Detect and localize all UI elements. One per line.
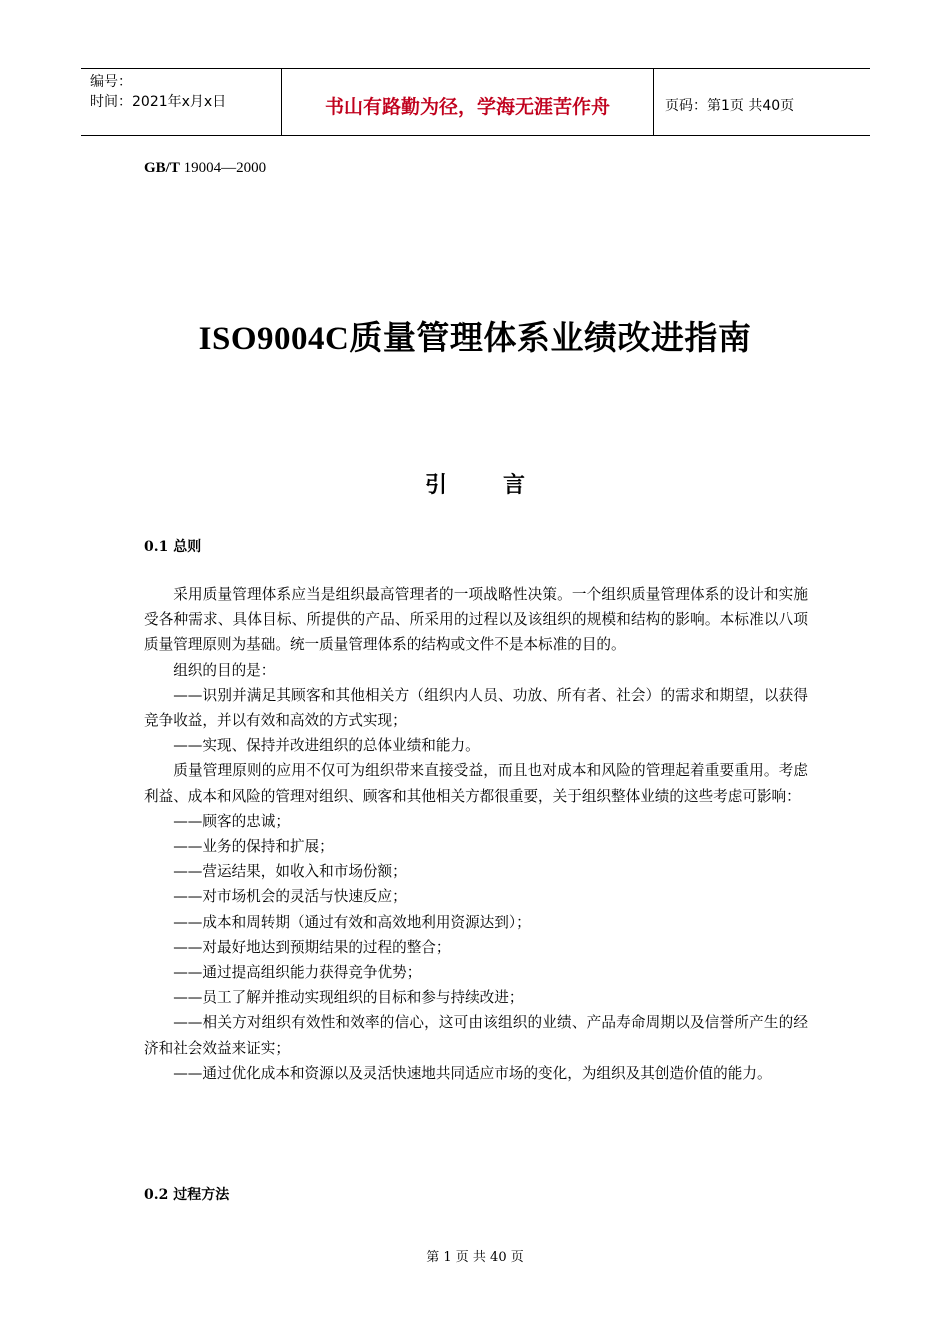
header-motto: 书山有路勤为径，学海无涯苦作舟 (281, 69, 654, 135)
list-item: ——通过提高组织能力获得竞争优势； (173, 964, 422, 982)
header-table (81, 68, 870, 136)
section-heading-0-1: 0.1 总则 (144, 539, 202, 555)
header-meta (81, 69, 281, 135)
document-title: ISO9004C质量管理体系业绩改进指南 (198, 321, 752, 357)
standard-prefix: GB/T (144, 160, 180, 176)
list-item: ——顾客的忠诚； (173, 812, 290, 830)
list-item: ——对市场机会的灵活与快速反应； (173, 888, 407, 906)
list-item: ——业务的保持和扩展； (173, 838, 334, 856)
paragraph: 采用质量管理体系应当是组织最高管理者的一项战略性决策。一个组织质量管理体系的设计和实施受各种需求、具体目标、所提供的产品、所采用的过程以及该组织的规模和结构的影响。本标准以八项质量管理原则为基础。统一质量管理体系的结构或文件不是本标准的目的。 (144, 586, 808, 654)
standard-code (144, 160, 266, 177)
page-footer: 第 1 页 共 40 页 (426, 1250, 524, 1265)
list-item: ——对最好地达到预期结果的过程的整合； (173, 938, 451, 956)
list-item: ——营运结果，如收入和市场份额； (173, 863, 407, 881)
intro-heading (0, 468, 950, 499)
serial-label: 编号： (90, 74, 132, 90)
list-item: ——识别并满足其顾客和其他相关方（组织内人员、功放、所有者、社会）的需求和期望，以获得竞争收益，并以有效和高效的方式实现； (144, 686, 808, 730)
list-item: ——通过优化成本和资源以及灵活快速地共同适应市场的变化，为组织及其创造价值的能力。 (173, 1064, 772, 1082)
paragraph: 质量管理原则的应用不仅可为组织带来直接受益，而且也对成本和风险的管理起着重要重用。考虑利益、成本和风险的管理对组织、顾客和其他相关方都很重要，关于组织整体业绩的这些考虑可影响： (144, 762, 808, 805)
list-item: ——员工了解并推动实现组织的目标和参与持续改进； (173, 989, 524, 1007)
list-item: ——成本和周转期（通过有效和高效地利用资源达到）； (173, 913, 531, 931)
intro-char-2: 言 (503, 472, 526, 498)
list-item: ——实现、保持并改进组织的总体业绩和能力。 (173, 737, 480, 755)
header-page-info: 页码：第1页 共40页 (665, 98, 795, 114)
paragraph: 组织的目的是： (173, 661, 276, 679)
body-text (144, 582, 808, 1086)
standard-number: 19004—2000 (179, 160, 267, 176)
date-label: 时间：2021年x月x日 (90, 94, 227, 110)
intro-char-1: 引 (424, 472, 447, 498)
list-item: ——相关方对组织有效性和效率的信心，这可由该组织的业绩、产品寿命周期以及信誉所产生的经济和社会效益来证实； (144, 1014, 808, 1057)
section-heading-0-2: 0.2 过程方法 (144, 1187, 230, 1203)
